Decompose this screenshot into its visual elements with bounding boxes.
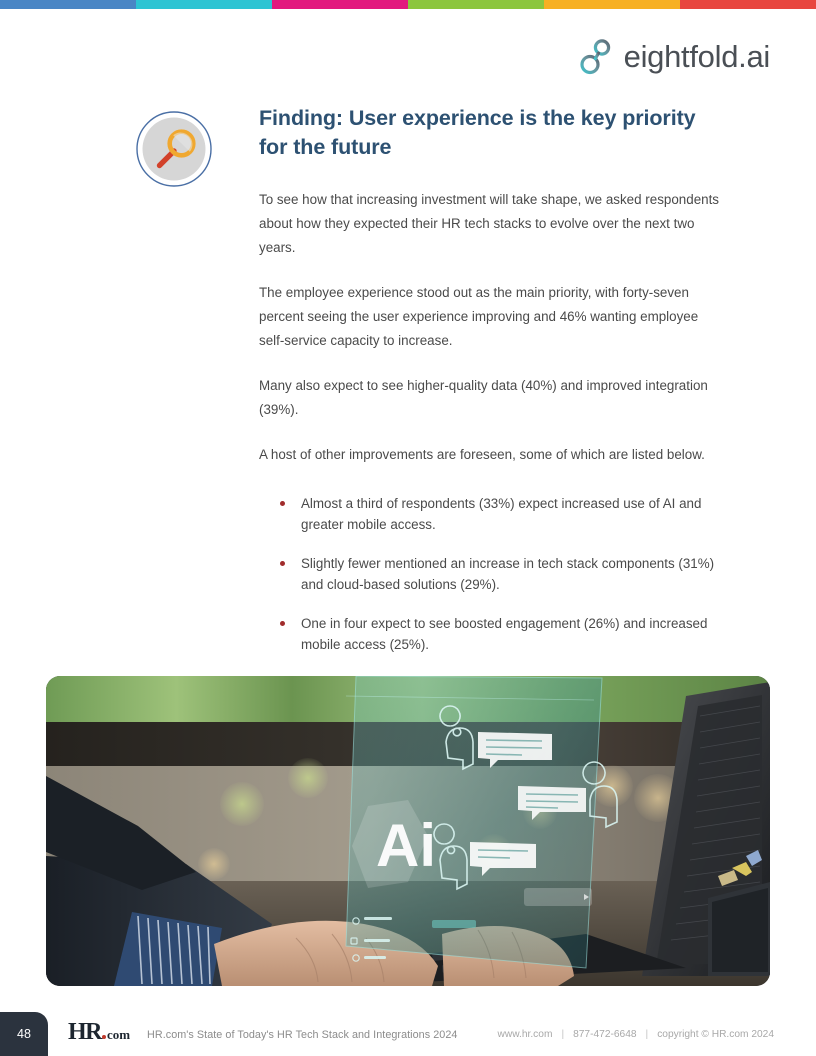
color-segment-teal xyxy=(136,0,272,9)
paragraph-1: To see how that increasing investment will take shape, we asked respondents about how they expected their HR tech stacks to evolve over the next two years. xyxy=(259,192,720,255)
list-item-text: Almost a third of respondents (33%) expect increased use of AI and greater mobile access. xyxy=(301,496,702,532)
footer-copyright: copyright © HR.com 2024 xyxy=(657,1029,774,1040)
footer-website[interactable]: www.hr.com xyxy=(497,1029,553,1040)
eightfold-logo xyxy=(578,36,770,76)
page-title: Finding: User experience is the key priority for the future xyxy=(259,106,696,159)
hero-photo xyxy=(46,676,770,986)
footer-contact-info xyxy=(498,1029,774,1040)
list-item xyxy=(280,493,725,535)
hrcom-logo-mark: HR xyxy=(68,1019,101,1045)
list-item-text: One in four expect to see boosted engagement (26%) and increased mobile access (25%). xyxy=(301,616,708,652)
svg-text:Ai: Ai xyxy=(376,812,436,879)
eightfold-wordmark: eightfold.ai xyxy=(623,38,770,74)
content-column xyxy=(259,104,725,655)
top-color-bar xyxy=(0,0,816,9)
list-item xyxy=(280,613,725,655)
footer-phone: 877-472-6648 xyxy=(573,1029,637,1040)
list-item xyxy=(280,553,725,595)
bullet-dot-icon xyxy=(280,621,285,626)
paragraph-2: The employee experience stood out as the main priority, with forty-seven percent seeing the user experience improving and 46% wanting employee self-service capacity to increase. xyxy=(259,285,699,348)
eightfold-infinity-icon xyxy=(578,36,614,76)
color-segment-magenta xyxy=(272,0,408,9)
paragraph-3: Many also expect to see higher-quality data (40%) and improved integration (39%). xyxy=(259,378,708,417)
paragraph-4: A host of other improvements are foreseen, some of which are listed below. xyxy=(259,447,705,462)
hrcom-logo-dot-icon xyxy=(102,1035,106,1039)
footer-separator: | xyxy=(561,1029,565,1040)
color-segment-amber xyxy=(544,0,680,9)
bullet-dot-icon xyxy=(280,501,285,506)
bullet-dot-icon xyxy=(280,561,285,566)
footer-report-title: HR.com's State of Today's HR Tech Stack and Integrations 2024 xyxy=(147,1029,458,1041)
color-segment-red xyxy=(680,0,816,9)
hrcom-logo-suffix: com xyxy=(107,1027,131,1042)
hrcom-logo xyxy=(68,1020,130,1044)
page-number-badge: 48 xyxy=(0,1012,48,1056)
color-segment-green xyxy=(408,0,544,9)
footer-separator: | xyxy=(645,1029,649,1040)
findings-list xyxy=(259,493,725,655)
color-segment-blue xyxy=(0,0,136,9)
list-item-text: Slightly fewer mentioned an increase in tech stack components (31%) and cloud-based solutions (29%). xyxy=(301,556,715,592)
magnifying-glass-icon xyxy=(135,110,213,188)
